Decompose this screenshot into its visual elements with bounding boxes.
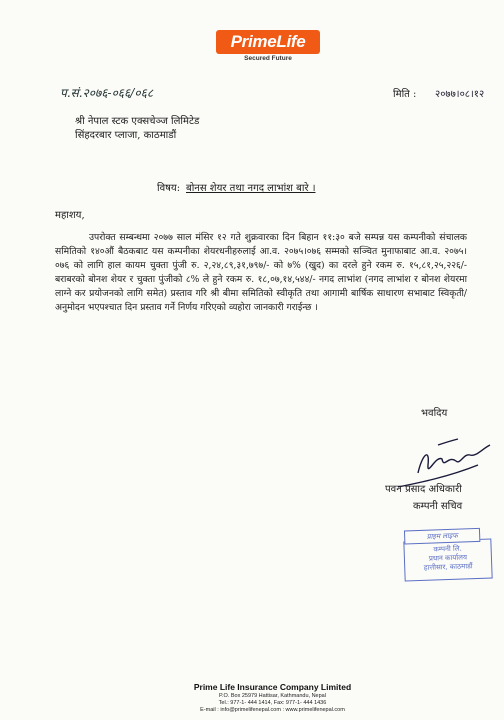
stamp-line-3: प्रधान कार्यालय bbox=[428, 553, 468, 563]
reference-number: प.सं.२०७६-०६६/०६८ bbox=[60, 86, 154, 100]
subject-text: बोनस शेयर तथा नगद लाभांश बारे । bbox=[186, 183, 316, 194]
footer-address: P.O. Box 25979 Hattisar, Kathmandu, Nepal bbox=[219, 693, 326, 699]
recipient-name: श्री नेपाल स्टक एक्सचेञ्ज लिमिटेड bbox=[75, 116, 200, 127]
signer-title: कम्पनी सचिव bbox=[413, 501, 463, 512]
recipient-address: सिंहदरबार प्लाजा, काठमाडौं bbox=[75, 130, 177, 141]
footer-company-name: Prime Life Insurance Company Limited bbox=[193, 682, 352, 692]
logo-tagline: Secured Future bbox=[244, 55, 292, 62]
letter-body: उपरोक्त सम्बन्धमा २०७७ साल मंसिर १२ गते शुक्रवारका दिन बिहान ११:३० बजे सम्पन्न यस कम्पनीको संचालक समितिको १४०औं बैठकबाट यस कम्पनीका शेयरधनीहरुलाई आ.व. २०७५।०७६ सम्मको सञ्चित मुनाफाबाट आ.व. २०७५।०७६ को लागि हाल कायम चुक्ता पुंजी रु. २,२४,८९,३१,७९७/- को ७% (खुद) का दरले हुने रकम रु. १५,८१,२५,२२६/- बराबरको बोनश शेयर र चुक्ता पुंजीको ८% ले हुने रकम रु. १८,०७,१४,५४४/- नगद लाभांश (नगद लाभांश र बोनश शेयरमा लाग्ने कर प्रयोजनको लागि समेत) प्रस्ताव गरि श्री बीमा समितिको स्वीकृति तथा आगामी बार्षिक साधारण सभाबाट स्विकृती/अनुमोदन भएपश्चात दिन प्रस्ताव गर्ने निर्णय गरिएको व्यहोरा जानकारी गराईन्छ । bbox=[55, 232, 467, 313]
stamp-line-1: प्राइम लाइफ bbox=[404, 528, 480, 545]
signer-name: पवन प्रसाद अधिकारी bbox=[385, 484, 462, 495]
stamp-line-2: कम्पनी लि. bbox=[433, 544, 462, 554]
subject-label: विषय: bbox=[157, 183, 181, 194]
stamp-line-4: हात्तीसार, काठमाडौं bbox=[423, 562, 473, 572]
letterhead-footer bbox=[140, 682, 405, 714]
company-logo: PrimeLife bbox=[216, 30, 320, 54]
salutation: महाशय, bbox=[55, 210, 85, 221]
date-value: २०७७।०८।१२ bbox=[435, 89, 485, 100]
footer-contact: E-mail : info@primelifenepal.com : www.primelifenepal.com bbox=[200, 707, 345, 713]
closing: भवदिय bbox=[421, 408, 448, 419]
company-stamp bbox=[403, 531, 492, 581]
date-label: मिति : bbox=[393, 89, 417, 100]
footer-phone: Tel.: 977-1- 444 1414, Fax: 977-1- 444 1436 bbox=[218, 700, 327, 706]
